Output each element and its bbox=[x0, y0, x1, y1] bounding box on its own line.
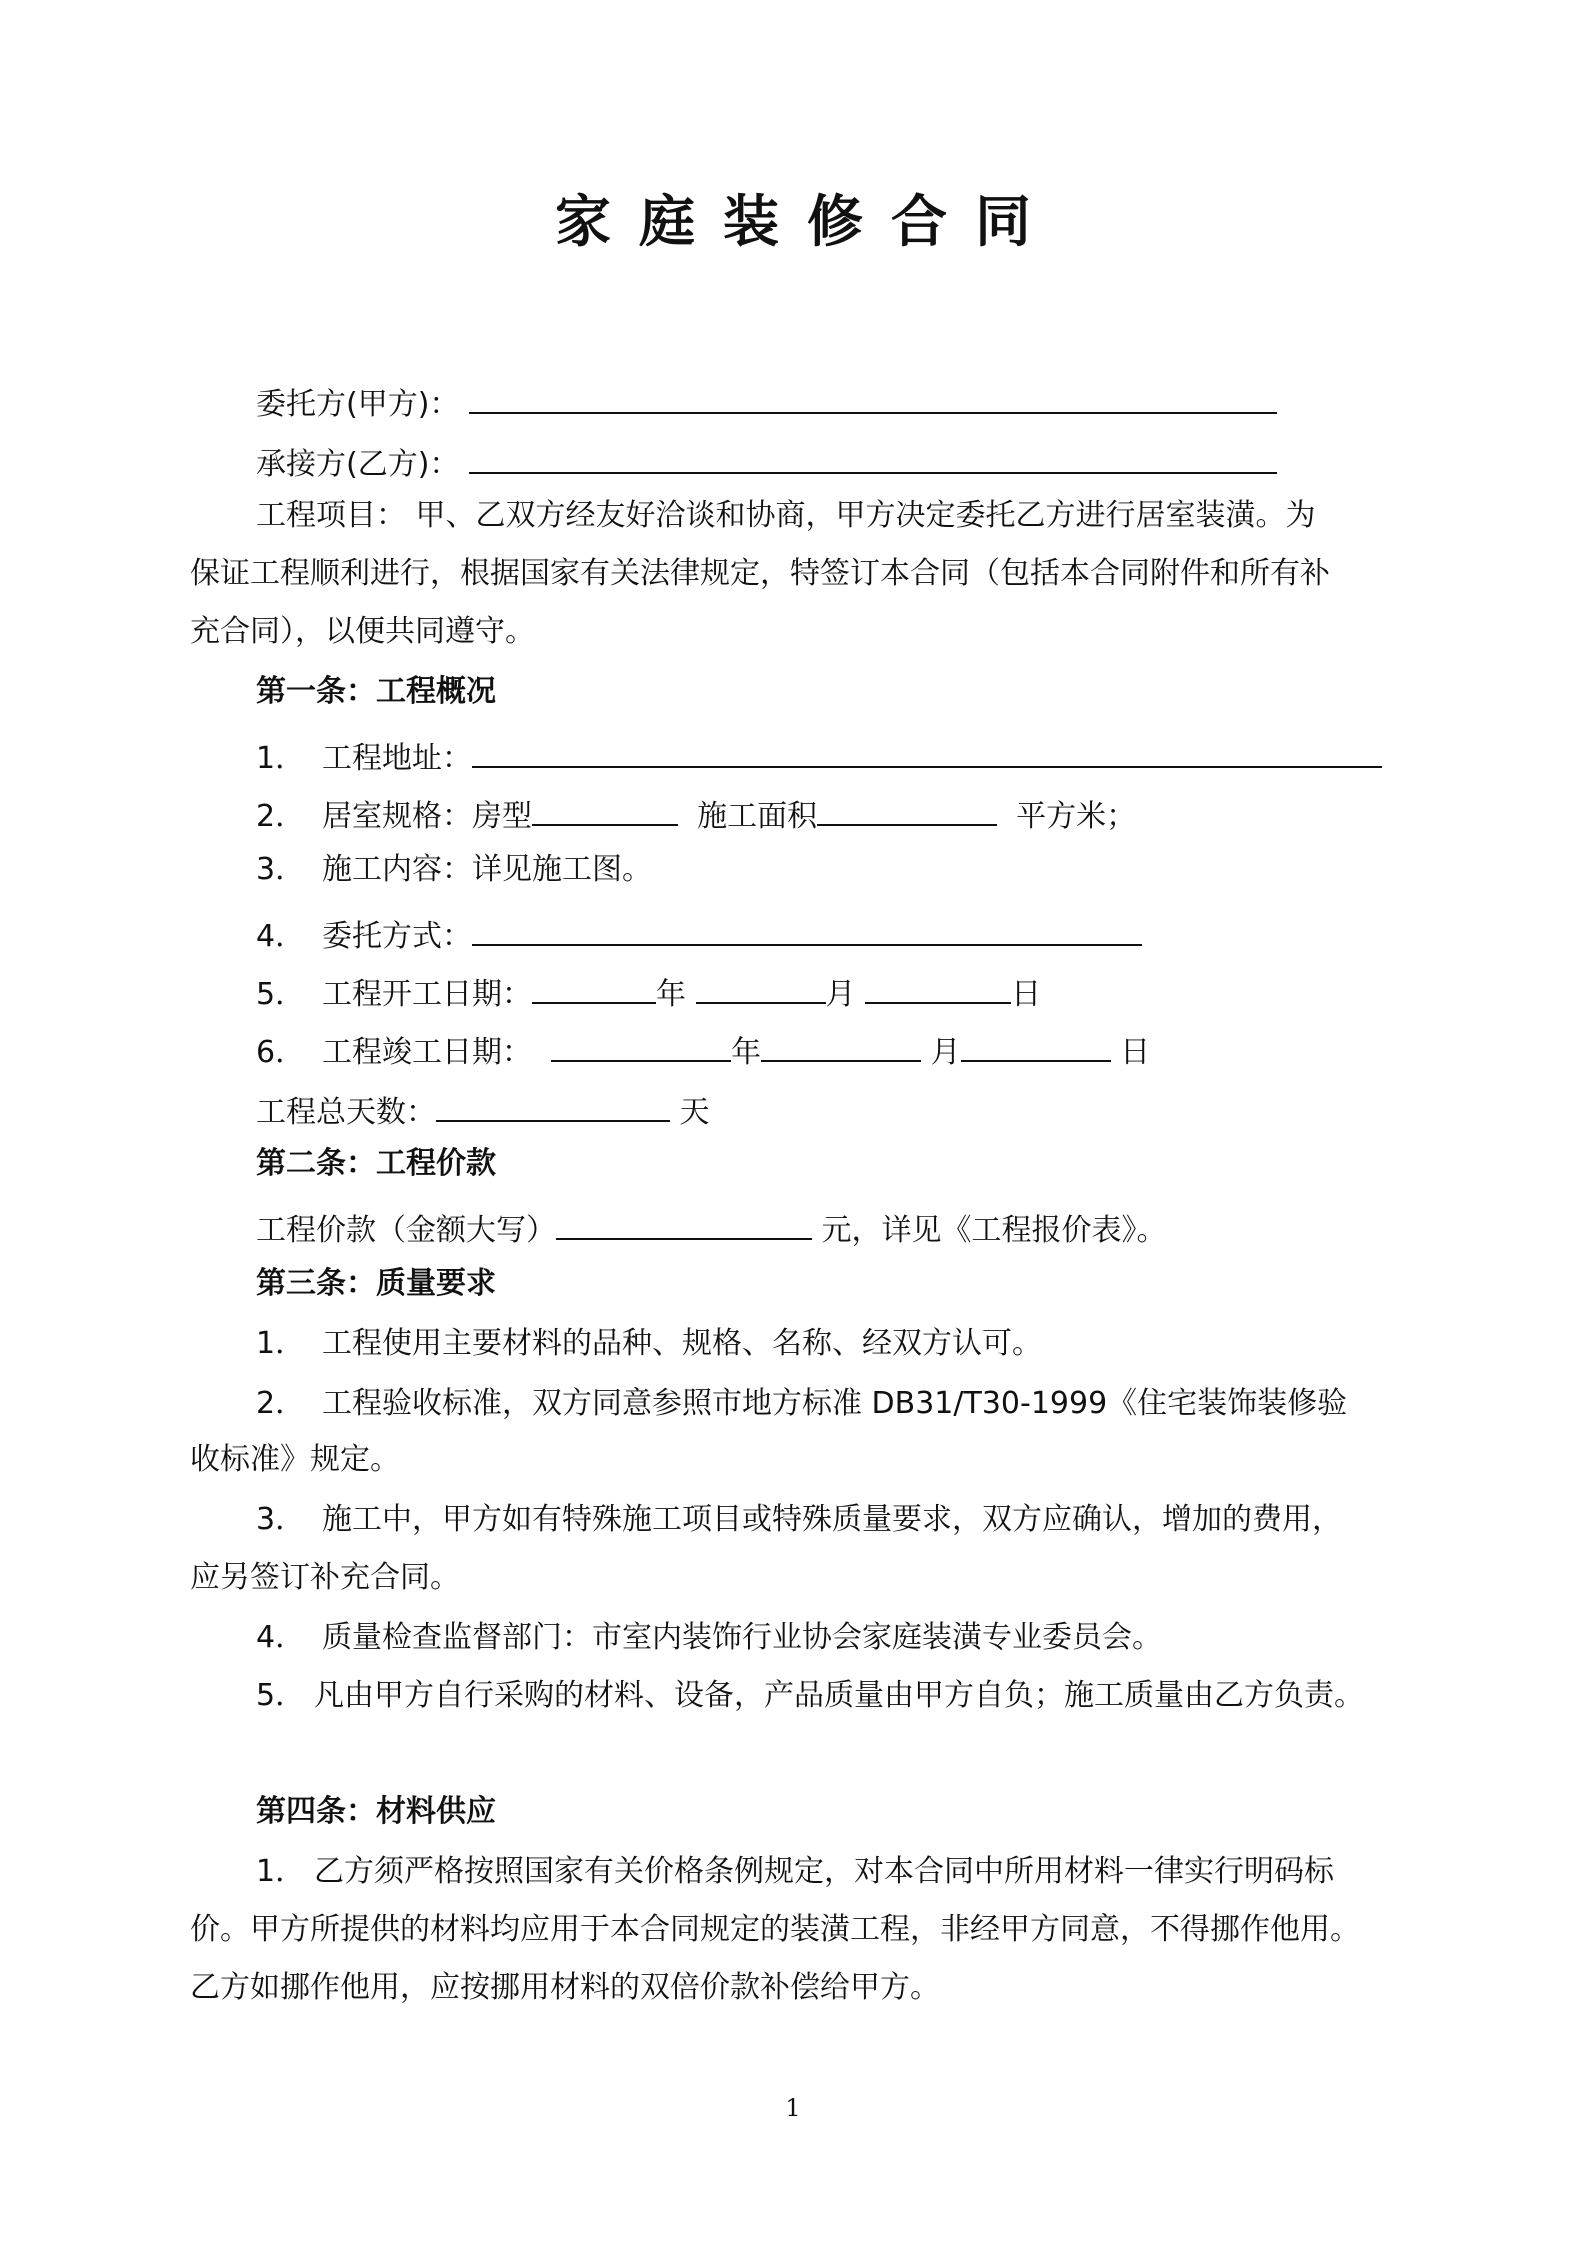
article-3-item-3: 3． 施工中，甲方如有特殊施工项目或特殊质量要求，双方应确认，增加的费用， bbox=[256, 1502, 1342, 1537]
article-3-item-5: 5． 凡由甲方自行采购的材料、设备，产品质量由甲方自负；施工质量由乙方负责。 bbox=[256, 1678, 1364, 1713]
article-2-heading: 第二条：工程价款 bbox=[256, 1146, 496, 1181]
article-4-item-1-cont-2: 乙方如挪作他用，应按挪用材料的双倍价款补偿给甲方。 bbox=[190, 1970, 940, 2005]
party-b-blank[interactable] bbox=[469, 436, 1277, 474]
price-line: 工程价款（金额大写） 元，详见《工程报价表》。 bbox=[256, 1202, 1406, 1253]
room-type-blank[interactable] bbox=[532, 788, 678, 826]
end-day-blank[interactable] bbox=[961, 1024, 1111, 1062]
article-1-item-3: 3． 施工内容：详见施工图。 bbox=[256, 852, 652, 887]
article-1-heading: 第一条：工程概况 bbox=[256, 674, 496, 709]
party-b-label: 承接方(乙方)： bbox=[256, 447, 460, 482]
commission-method-blank[interactable] bbox=[472, 908, 1142, 946]
party-a-label: 委托方(甲方)： bbox=[256, 387, 460, 422]
start-year-blank[interactable] bbox=[532, 966, 656, 1004]
area-blank[interactable] bbox=[817, 788, 997, 826]
address-label: 工程地址： bbox=[322, 741, 472, 776]
article-1-item-6: 6． 工程竣工日期： 年 月 日 bbox=[256, 1024, 1406, 1075]
party-a-blank[interactable] bbox=[469, 376, 1277, 414]
article-1-item-5: 5． 工程开工日期： 年 月 日 bbox=[256, 966, 1406, 1017]
project-paragraph-line-1: 工程项目： 甲、乙双方经友好洽谈和协商，甲方决定委托乙方进行居室装潢。为 bbox=[256, 498, 1316, 533]
article-4-heading: 第四条：材料供应 bbox=[256, 1794, 496, 1829]
start-day-blank[interactable] bbox=[865, 966, 1011, 1004]
address-blank[interactable] bbox=[472, 730, 1382, 768]
article-3-item-4: 4． 质量检查监督部门：市室内装饰行业协会家庭装潢专业委员会。 bbox=[256, 1620, 1162, 1655]
project-paragraph-line-3: 充合同），以便共同遵守。 bbox=[190, 614, 535, 649]
article-3-item-3-cont: 应另签订补充合同。 bbox=[190, 1560, 460, 1595]
article-4-item-1: 1． 乙方须严格按照国家有关价格条例规定，对本合同中所用材料一律实行明码标 bbox=[256, 1854, 1334, 1889]
article-1-item-1: 1． 工程地址： bbox=[256, 730, 1406, 781]
article-3-item-1: 1． 工程使用主要材料的品种、规格、名称、经双方认可。 bbox=[256, 1326, 1042, 1361]
article-3-item-2: 2． 工程验收标准，双方同意参照市地方标准 DB31/T30-1999《住宅装饰装修验 bbox=[256, 1386, 1348, 1421]
document-title: 家庭装修合同 bbox=[555, 190, 1059, 255]
article-3-heading: 第三条：质量要求 bbox=[256, 1266, 496, 1301]
party-b-line bbox=[256, 436, 1406, 487]
article-1-item-2: 2． 居室规格：房型 施工面积 平方米； bbox=[256, 788, 1406, 839]
page-number: 1 bbox=[785, 2094, 801, 2122]
end-year-blank[interactable] bbox=[551, 1024, 731, 1062]
price-blank[interactable] bbox=[556, 1202, 812, 1240]
article-4-item-1-cont-1: 价。甲方所提供的材料均应用于本合同规定的装潢工程，非经甲方同意，不得挪作他用。 bbox=[190, 1912, 1360, 1947]
project-paragraph-line-2: 保证工程顺利进行，根据国家有关法律规定，特签订本合同（包括本合同附件和所有补 bbox=[190, 556, 1330, 591]
article-3-item-2-cont: 收标准》规定。 bbox=[190, 1442, 400, 1477]
article-1-item-4: 4． 委托方式： bbox=[256, 908, 1406, 959]
end-month-blank[interactable] bbox=[761, 1024, 921, 1062]
party-a-line bbox=[256, 376, 1406, 427]
total-days-line: 工程总天数： 天 bbox=[256, 1084, 1406, 1135]
start-month-blank[interactable] bbox=[696, 966, 826, 1004]
total-days-blank[interactable] bbox=[436, 1084, 670, 1122]
